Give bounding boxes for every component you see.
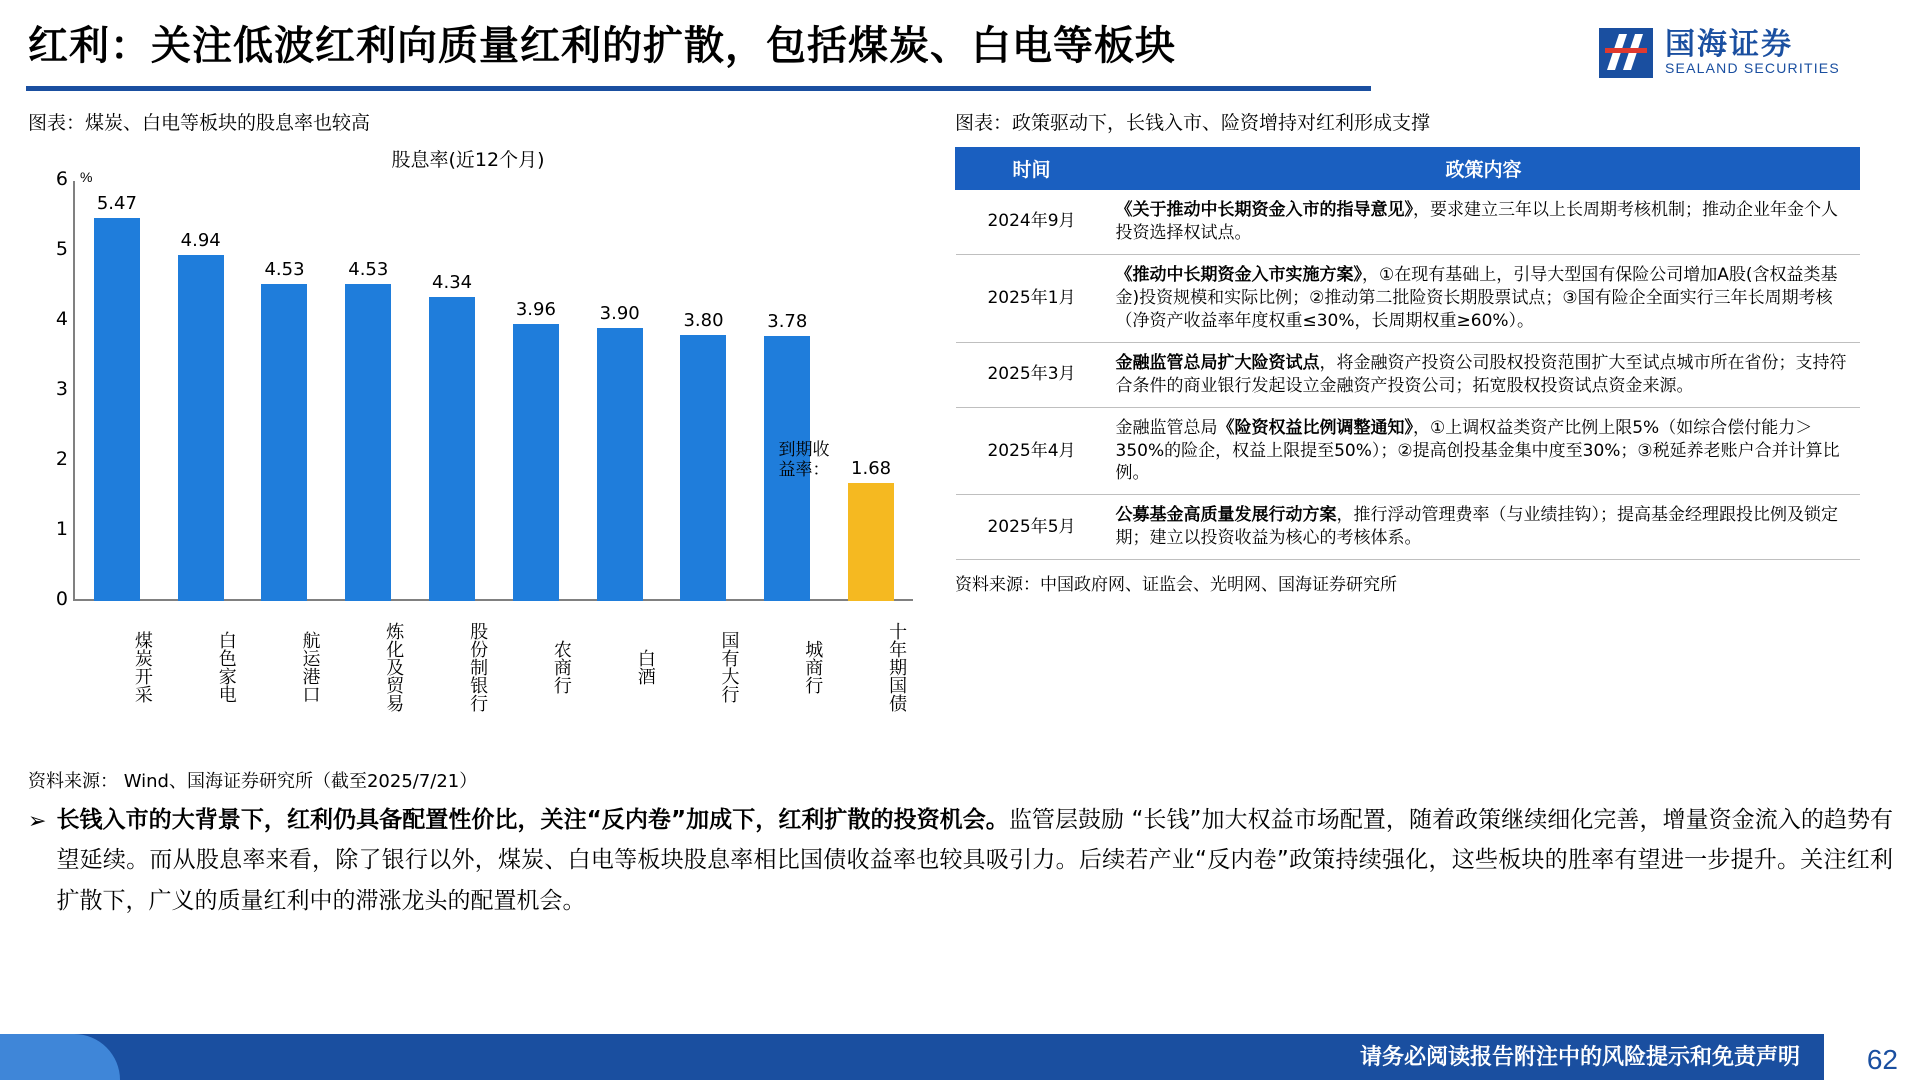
bar xyxy=(345,284,391,601)
bar-group xyxy=(578,181,662,601)
logo-company-name-en: SEALAND SECURITIES xyxy=(1665,60,1840,77)
bar xyxy=(597,328,643,601)
cell-time: 2025年1月 xyxy=(956,254,1108,342)
bar xyxy=(261,284,307,601)
page-header xyxy=(0,0,1920,100)
table-header-row xyxy=(956,148,1860,190)
policy-name: 金融监管总局扩大险资试点 xyxy=(1115,352,1320,373)
x-tick-label: 白酒 xyxy=(634,649,656,685)
x-tick-label: 白色家电 xyxy=(215,631,237,703)
bar-group xyxy=(494,181,578,601)
bar-value-label: 3.96 xyxy=(515,298,556,320)
bar-value-label: 3.90 xyxy=(599,303,640,324)
bar xyxy=(680,335,726,601)
column-header-time: 时间 xyxy=(956,148,1108,190)
policy-name: 《推动中长期资金入市实施方案》 xyxy=(1115,264,1362,285)
bar-group xyxy=(159,181,243,601)
cell-content xyxy=(1108,407,1860,495)
footer-disclaimer: 请务必阅读报告附注中的风险提示和免责声明 xyxy=(1359,1045,1800,1070)
cell-time: 2025年4月 xyxy=(956,407,1108,495)
y-axis-unit-label: % xyxy=(80,169,93,185)
policy-detail: ，①上调权益类资产比例上限5%（如综合偿付能力＞350%的险企，权益上限提至50%）；②提高创投基金集中度至30%；③税延养老账户合并计算比例。 xyxy=(1115,417,1840,484)
y-tick-label: 1 xyxy=(55,518,68,540)
bar-value-label: 4.53 xyxy=(264,258,305,280)
y-tick-label: 4 xyxy=(55,308,68,330)
page-number: 62 xyxy=(1866,1044,1898,1075)
y-tick-label: 3 xyxy=(55,378,68,400)
bar-group xyxy=(75,181,159,601)
x-tick-label: 农商行 xyxy=(550,640,572,694)
policy-name: 《关于推动中长期资金入市的指导意见》 xyxy=(1115,200,1413,220)
cell-time: 2025年5月 xyxy=(956,495,1108,560)
title-underline xyxy=(26,86,1371,91)
cell-content xyxy=(1108,254,1860,342)
x-tick-label: 股份制银行 xyxy=(467,622,489,712)
x-tick-label: 煤炭开采 xyxy=(131,631,153,703)
bar-group xyxy=(662,181,746,601)
bar-value-label: 4.94 xyxy=(180,230,221,252)
policy-detail: ，要求建立三年以上长周期考核机制；推动企业年金个人投资选择权试点。 xyxy=(1115,200,1838,243)
left-figure-panel xyxy=(28,108,928,793)
right-figure-panel xyxy=(955,108,1890,595)
logo-mark-icon xyxy=(1597,24,1655,82)
policy-content-prefix: 金融监管总局 xyxy=(1115,417,1218,438)
policy-table xyxy=(955,147,1860,560)
y-tick-label: 0 xyxy=(55,588,68,610)
chart-plot-area xyxy=(75,181,913,601)
policy-detail: ，推行浮动管理费率（与业绩挂钩）；提高基金经理跟投比例及锁定期；建立以投资收益为核心的考核体系。 xyxy=(1115,505,1838,549)
summary-section xyxy=(28,800,1893,921)
policy-detail: ，将金融资产投资公司股权投资范围扩大至试点城市所在省份；支持符合条件的商业银行发起设立金融资产投资公司；拓宽股权投资试点资金来源。 xyxy=(1115,352,1847,396)
table-row xyxy=(956,190,1860,255)
logo-company-name: 国海证券 xyxy=(1665,26,1793,62)
x-tick-label: 十年期国债 xyxy=(886,622,908,712)
bar-value-label: 1.68 xyxy=(851,458,892,480)
summary-paragraph xyxy=(56,800,1893,921)
y-tick-label: 6 xyxy=(55,168,68,190)
policy-detail: ，①在现有基础上，引导大型国有保险公司增加A股(含权益类基金)投资规模和实际比例；②推动第二批险资长期股票试点；③国有险企全面实行三年长周期考核（净资产收益率年度权重≤30%，长周期权重≥60%）。 xyxy=(1115,264,1838,331)
bar-value-label: 4.34 xyxy=(432,272,473,294)
table-row xyxy=(956,495,1860,560)
y-tick-label: 5 xyxy=(55,238,68,260)
x-tick-label: 航运港口 xyxy=(299,631,321,703)
x-tick-label: 城商行 xyxy=(802,640,824,694)
page-footer xyxy=(0,1034,1920,1080)
table-row xyxy=(956,254,1860,342)
bar-value-label: 3.78 xyxy=(767,311,808,333)
summary-lead-text: 长钱入市的大背景下，红利仍具备配置性价比，关注“反内卷”加成下，红利扩散的投资机会。 xyxy=(56,807,1009,833)
x-tick-label: 国有大行 xyxy=(718,631,740,703)
bar-group xyxy=(745,181,829,601)
chart-title: 股息率(近12个月) xyxy=(391,149,545,171)
cell-time: 2025年3月 xyxy=(956,342,1108,407)
bar-group xyxy=(410,181,494,601)
bar-value-label: 4.53 xyxy=(348,258,389,280)
bar xyxy=(848,483,894,601)
bar xyxy=(429,297,475,601)
bar-group xyxy=(326,181,410,601)
cell-content xyxy=(1108,495,1860,560)
cell-content xyxy=(1108,190,1860,255)
page-title: 红利：关注低波红利向质量红利的扩散，包括煤炭、白电等板块 xyxy=(28,23,1176,69)
x-tick-label: 炼化及贸易 xyxy=(383,622,405,712)
dividend-yield-bar-chart xyxy=(28,141,908,761)
policy-name: 公募基金高质量发展行动方案 xyxy=(1115,505,1337,526)
bar-group xyxy=(829,181,913,601)
summary-body-text: 监管层鼓励 “长钱”加大权益市场配置，随着政策继续细化完善，增量资金流入的趋势有望延续。而从股息率来看，除了银行以外，煤炭、白电等板块股息率相比国债收益率也较具吸引力。后续若产业“反内卷”政策持续强化，这些板块的胜率有望进一步提升。关注红利扩散下，广义的质量红利中的滞涨龙头的配置机会。 xyxy=(56,807,1893,914)
column-header-content: 政策内容 xyxy=(1108,148,1860,190)
left-source-note: 资料来源： Wind、国海证券研究所（截至2025/7/21） xyxy=(28,771,478,792)
bar xyxy=(513,324,559,601)
footer-accent-shape xyxy=(0,1034,120,1080)
bar xyxy=(178,255,224,601)
cell-content xyxy=(1108,342,1860,407)
chart-annotation: 到期收益率： xyxy=(778,440,830,480)
y-tick-label: 2 xyxy=(55,448,68,470)
table-row xyxy=(956,342,1860,407)
bullet-arrow-icon: ➢ xyxy=(28,808,47,833)
bar-value-label: 3.80 xyxy=(683,310,724,331)
cell-time: 2024年9月 xyxy=(956,190,1108,255)
company-logo xyxy=(1597,20,1902,86)
bar-value-label: 5.47 xyxy=(96,193,137,215)
policy-name: 《险资权益比例调整通知》 xyxy=(1217,417,1413,438)
table-row xyxy=(956,407,1860,495)
right-figure-caption: 图表：政策驱动下，长钱入市、险资增持对红利形成支撑 xyxy=(955,112,1431,134)
bar-group xyxy=(243,181,327,601)
left-figure-caption: 图表：煤炭、白电等板块的股息率也较高 xyxy=(28,112,371,134)
bar xyxy=(94,218,140,601)
right-source-note: 资料来源：中国政府网、证监会、光明网、国海证券研究所 xyxy=(955,575,1397,596)
